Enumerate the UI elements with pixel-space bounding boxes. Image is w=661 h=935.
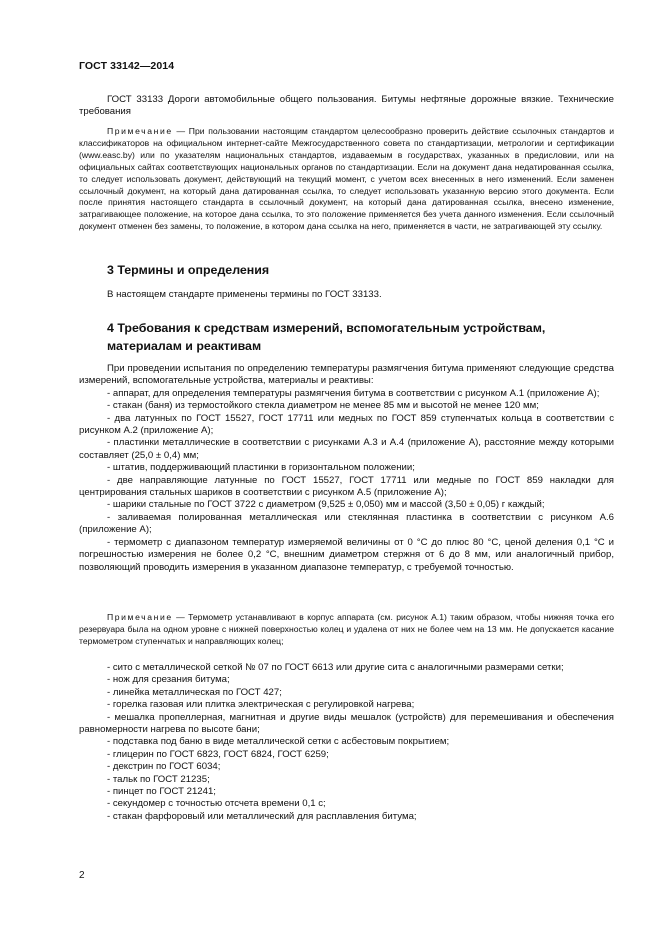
- section-3-text: В настоящем стандарте применены термины по ГОСТ 33133.: [107, 289, 382, 300]
- list-item: - шарики стальные по ГОСТ 3722 с диаметром (9,525 ± 0,050) мм и массой (3,50 ± 0,05) г каждый;: [107, 499, 545, 511]
- list-item: - стакан (баня) из термостойкого стекла диаметром не менее 85 мм и высотой не менее 120 мм;: [107, 400, 539, 412]
- list-item: - секундомер с точностью отсчета времени 0,1 с;: [107, 798, 326, 810]
- note-text: — При пользовании настоящим стандартом целесообразно проверить действие ссылочных стандартов и классификаторов на официальном интернет-сайте Межгосударственного совета по стандартизации, метрологии и сертификации (www.easc.by) или по указателям национальных стандартов, издаваемым в государствах, указанных в предисловии, или на официальных сайтах соответствующих национальных органов по стандартизации. Если на документ дана недатированная ссылка, то следует использовать документ, действующий на текущий момент, с учетом всех внесенных в него изменений. Если заменен ссылочный документ, на который дана датированная ссылка, то следует использовать указанную версию этого документа. Если после принятия настоящего стандарта в ссылочный документ, на который дана датированная ссылка, внесено изменение, затрагивающее положение, на которое дана ссылка, то это положение применяется без учета данного изменения. Если ссылочный документ отменен без замены, то положение, в котором дана ссылка на него, применяется в части, не затрагивающей эту ссылку.: [79, 126, 614, 232]
- section-4-heading: 4 Требования к средствам измерений, вспомогательным устройствам, материалам и реактивам: [107, 321, 546, 353]
- list-item: - нож для срезания битума;: [107, 674, 230, 686]
- reference-block: [79, 94, 614, 119]
- note-label: Примечание: [107, 612, 173, 622]
- section-4-list-b: [79, 662, 614, 823]
- page-number: 2: [79, 870, 85, 881]
- reference-gost-33133: ГОСТ 33133 Дороги автомобильные общего пользования. Битумы нефтяные дорожные вязкие. Технические требования: [79, 94, 614, 118]
- list-item: - глицерин по ГОСТ 6823, ГОСТ 6824, ГОСТ 6259;: [107, 748, 329, 760]
- list-item: - тальк по ГОСТ 21235;: [107, 773, 210, 785]
- list-item: - мешалка пропеллерная, магнитная и другие виды мешалок (устройств) для перемешивания и обеспечения равномерности нагрева по высоте бани;: [79, 711, 614, 736]
- page-header: ГОСТ 33142—2014: [79, 60, 175, 72]
- list-item: - штатив, поддерживающий пластинки в горизонтальном положении;: [107, 462, 415, 474]
- list-item: - декстрин по ГОСТ 6034;: [107, 761, 221, 773]
- list-item: - аппарат, для определения температуры размягчения битума в соответствии с рисунком А.1 (приложение А);: [107, 387, 600, 399]
- note-label: Примечание: [107, 126, 173, 136]
- list-item: - термометр с диапазоном температур измеряемой величины от 0 °С до плюс 80 °С, ценой деления 0,1 °С и погрешностью измерения не более 0,2 °С, внешним диаметром стержня от 6 до 8 мм, или аналогичный прибор, позволяющий проводить измерения в указанном диапазоне температур, с требуемой точностью.: [79, 536, 614, 573]
- list-item: - заливаемая полированная металлическая или стеклянная пластинка в соответствии с рисунком А.6 (приложение А);: [79, 511, 614, 536]
- list-item: - пластинки металлические в соответствии с рисунками А.3 и А.4 (приложение А), расстояние между которыми составляет (25,0 ± 0,4) мм;: [79, 437, 614, 461]
- note-references: [79, 126, 614, 233]
- list-item: - два латунных по ГОСТ 15527, ГОСТ 17711 или медных по ГОСТ 859 ступенчатых кольца в соответствии с рисунком А.2 (приложение А);: [79, 412, 614, 437]
- section-3-body: [79, 289, 614, 301]
- note-thermometer: [79, 612, 614, 648]
- list-item: - подставка под баню в виде металлической сетки с асбестовым покрытием;: [107, 736, 450, 748]
- section-3-heading: 3 Термины и определения: [107, 263, 270, 277]
- note-text: — Термометр устанавливают в корпус аппарата (см. рисунок А.1) таким образом, чтобы нижняя точка его резервуара была на одном уровне с нижней поверхностью колец и удалена от них не более чем на 13 мм. Не допускается касание термометром ступенчатых и направляющих колец;: [79, 612, 614, 646]
- list-item: - линейка металлическая по ГОСТ 427;: [107, 686, 282, 698]
- list-item: - пинцет по ГОСТ 21241;: [107, 786, 216, 798]
- list-item: - горелка газовая или плитка электрическая с регулировкой нагрева;: [107, 699, 415, 711]
- section-4-intro: При проведении испытания по определению температуры размягчения битума применяют следующие средства измерений, вспомогательные устройства, материалы и реактивы:: [79, 363, 614, 387]
- list-item: - сито с металлической сеткой № 07 по ГОСТ 6613 или другие сита с аналогичными размерами сетки;: [107, 662, 564, 673]
- list-item: - стакан фарфоровый или металлический для расплавления битума;: [107, 810, 417, 822]
- list-item: - две направляющие латунные по ГОСТ 15527, ГОСТ 17711 или медные по ГОСТ 859 накладки для центрирования стальных шариков в соответствии с рисунком А.5 (приложение А);: [79, 474, 614, 499]
- section-4-list-a: [79, 363, 614, 574]
